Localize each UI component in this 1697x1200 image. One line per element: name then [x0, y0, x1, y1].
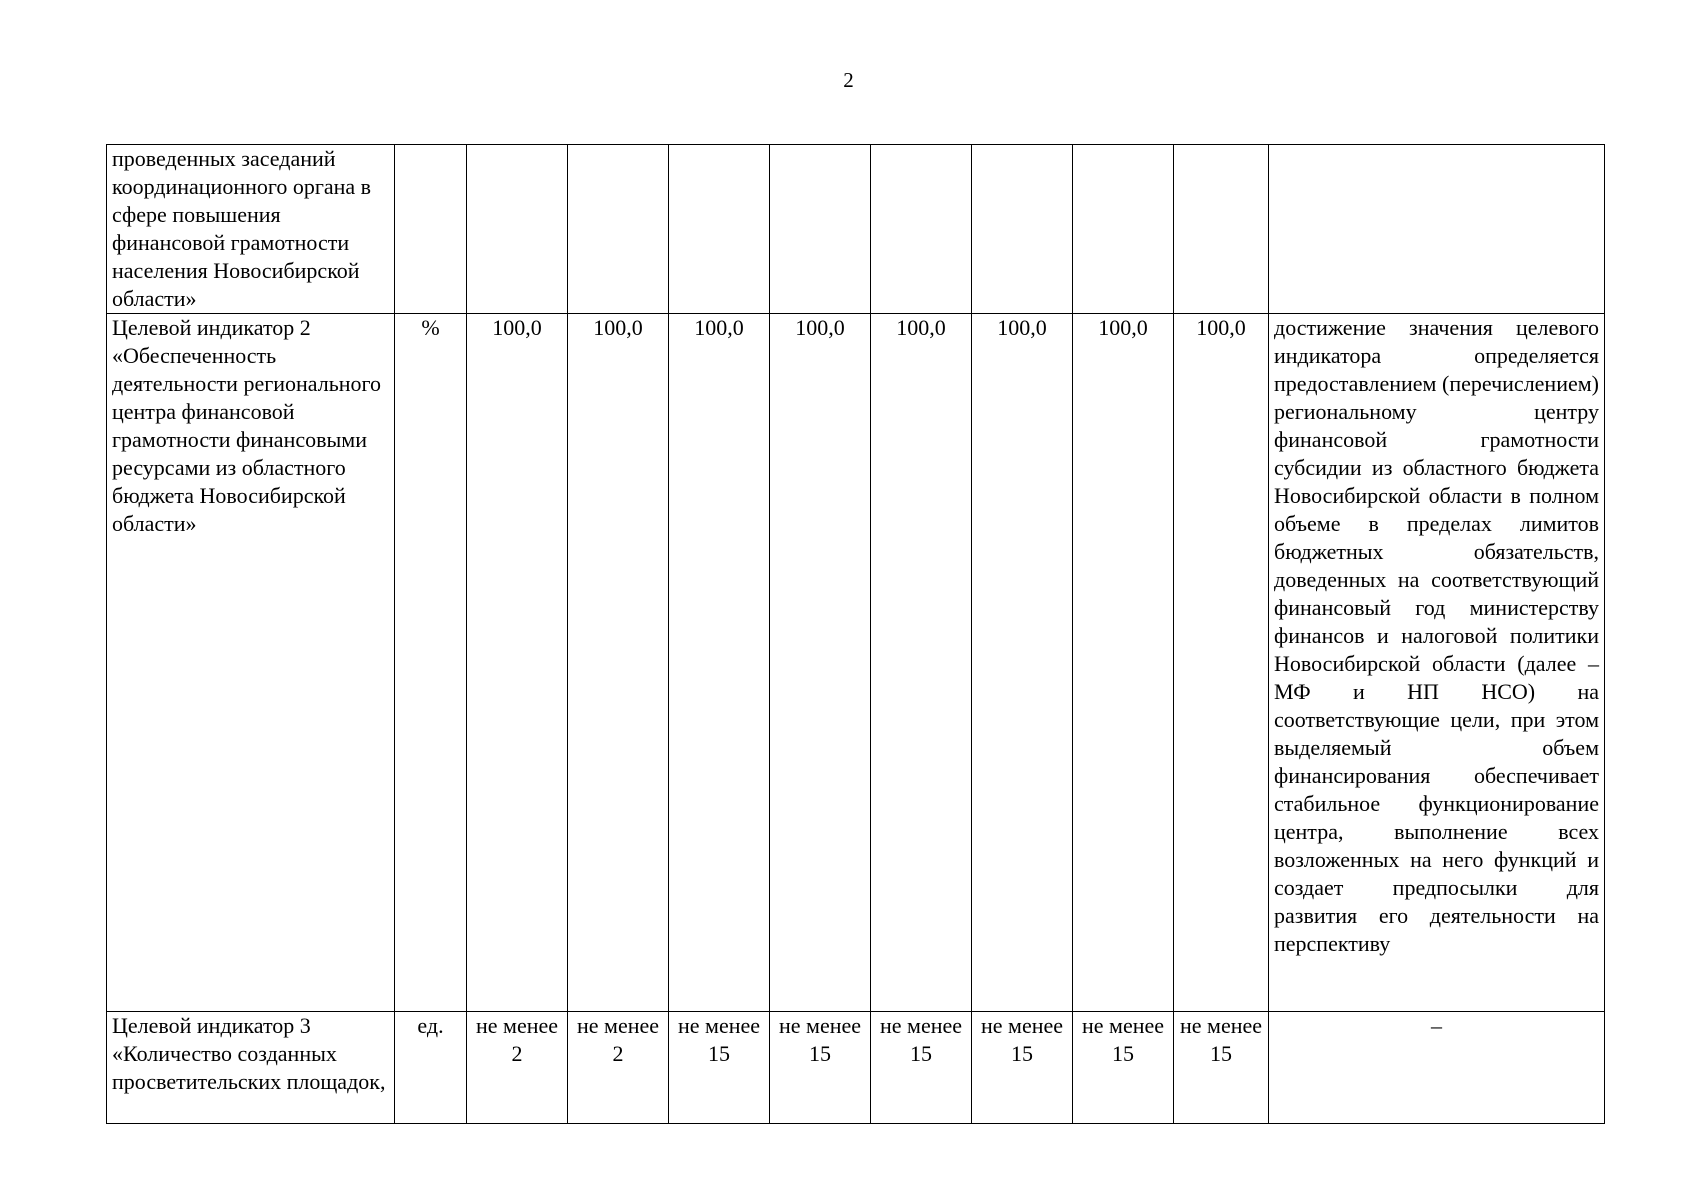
value-cell: [568, 1012, 669, 1124]
value: 100,0: [896, 315, 946, 340]
value-cell: [871, 145, 972, 314]
table-row: [107, 145, 1605, 314]
unit-cell: [395, 314, 467, 1012]
value-cell: [669, 145, 770, 314]
value-cell: [770, 1012, 871, 1124]
value: 100,0: [593, 315, 643, 340]
value-cell: [770, 145, 871, 314]
value: не менее 2: [576, 1013, 660, 1066]
value: 100,0: [694, 315, 744, 340]
value-cell: [1174, 314, 1269, 1012]
unit-cell: [395, 145, 467, 314]
value: 100,0: [997, 315, 1047, 340]
value-cell: [972, 1012, 1073, 1124]
value: 100,0: [492, 315, 542, 340]
indicators-table: [106, 144, 1605, 1124]
table-row: [107, 1012, 1605, 1124]
value-cell: [770, 314, 871, 1012]
value-cell: [669, 314, 770, 1012]
indicator-name-cell: [107, 145, 395, 314]
note: –: [1431, 1013, 1442, 1038]
note: достижение значения целевого индикатора определяется предоставлением (перечислением) региональному центру финансовой грамотности субсидии из областного бюджета Новосибирской области в полном объеме в пределах лимитов бюджетных обязательств, доведенных на соответствующий финансовый год министерству финансов и налоговой политики Новосибирской области (далее – МФ и НП НСО) на соответствующие цели, при этом выделяемый объем финансирования обеспечивает стабильное функционирование центра, выполнение всех возложенных на него функций и создает предпосылки для развития его деятельности на перспективу: [1274, 315, 1599, 956]
value-cell: [467, 145, 568, 314]
unit: %: [421, 315, 440, 340]
unit-cell: [395, 1012, 467, 1124]
value: не менее 15: [1179, 1013, 1263, 1066]
value-cell: [1174, 145, 1269, 314]
table-row: [107, 314, 1605, 1012]
value-cell: [1073, 314, 1174, 1012]
note-cell: [1269, 314, 1605, 1012]
value: не менее 2: [475, 1013, 559, 1066]
value-cell: [1073, 145, 1174, 314]
value-cell: [669, 1012, 770, 1124]
value: не менее 15: [778, 1013, 862, 1066]
value: не менее 15: [879, 1013, 963, 1066]
value-cell: [871, 1012, 972, 1124]
value-cell: [871, 314, 972, 1012]
value: не менее 15: [980, 1013, 1064, 1066]
page-number: 2: [843, 68, 854, 92]
indicator-name: Целевой индикатор 2 «Обеспеченность деятельности регионального центра финансовой грамотности финансовыми ресурсами из областного бюджета Новосибирской области»: [112, 315, 381, 536]
value-cell: [1174, 1012, 1269, 1124]
value: не менее 15: [1081, 1013, 1165, 1066]
indicator-name-cell: [107, 1012, 395, 1124]
value-cell: [568, 145, 669, 314]
value-cell: [467, 314, 568, 1012]
value-cell: [972, 145, 1073, 314]
value-cell: [1073, 1012, 1174, 1124]
value: не менее 15: [677, 1013, 761, 1066]
note-cell: [1269, 145, 1605, 314]
indicator-name-cell: [107, 314, 395, 1012]
indicator-name: Целевой индикатор 3 «Количество созданных просветительских площадок,: [112, 1013, 386, 1094]
value: 100,0: [1196, 315, 1246, 340]
value: 100,0: [795, 315, 845, 340]
value-cell: [467, 1012, 568, 1124]
value-cell: [568, 314, 669, 1012]
value: 100,0: [1098, 315, 1148, 340]
note-cell: [1269, 1012, 1605, 1124]
indicator-name: проведенных заседаний координационного органа в сфере повышения финансовой грамотности населения Новосибирской области»: [112, 146, 372, 311]
value-cell: [972, 314, 1073, 1012]
unit: ед.: [417, 1013, 444, 1038]
